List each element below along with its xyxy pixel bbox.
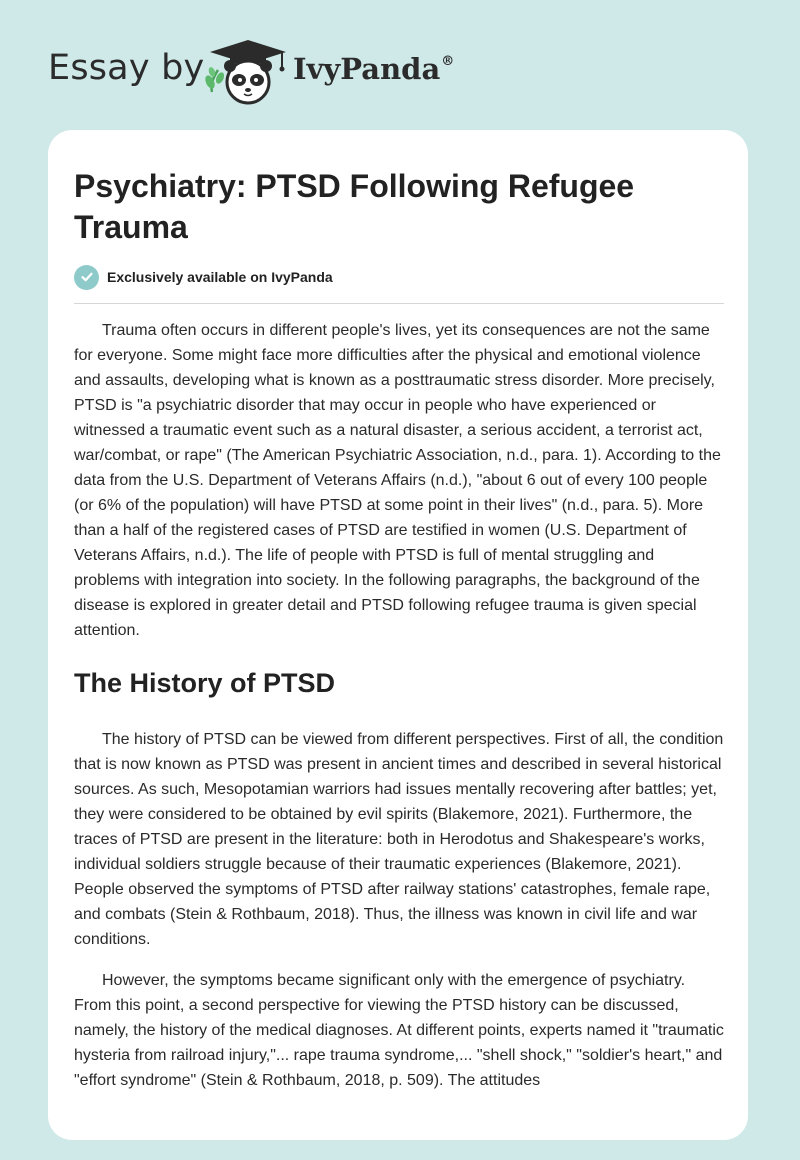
article-title: Psychiatry: PTSD Following Refugee Trauma bbox=[74, 168, 635, 245]
history-paragraph-1: The history of PTSD can be viewed from different perspectives. First of all, the condition that is now known as PTSD was present in ancient times and described in several historical sources. As such, Mesopotamian warriors had issues mentally recovering after battles; yet, they were considered to be obtained by evil spirits (Blakemore, 2021). Furthermore, the traces of PTSD are present in the literature: both in Herodotus and Shakespeare's works, individual soldiers struggle because of their traumatic experiences (Blakemore, 2021). People observed the symptoms of PTSD after railway stations' catastrophes, female rape, and combats (Stein & Rothbaum, 2018). Thus, the illness was known in civil life and war conditions. bbox=[74, 731, 724, 948]
history-paragraph-2: However, the symptoms became significant only with the emergence of psychiatry. From this point, a second perspective for viewing the PTSD history can be discussed, namely, the history of the medical diagnoses. At different points, experts named it "traumatic hysteria from railroad injury,"... rape trauma syndrome,... "shell shock," "soldier's heart," and "effort syndrome" (Stein & Rothbaum, 2018, p. 509). The attitudes bbox=[74, 972, 724, 1089]
check-circle-icon bbox=[74, 265, 99, 290]
site-header bbox=[0, 0, 800, 130]
panda-graduate-logo-icon[interactable] bbox=[200, 36, 296, 108]
brand-text: IvyPanda bbox=[293, 52, 441, 86]
article-card bbox=[48, 130, 748, 1140]
registered-mark: ® bbox=[441, 54, 455, 69]
exclusive-badge bbox=[74, 264, 333, 290]
essay-by-label: Essay by bbox=[48, 48, 205, 88]
section-heading: The History of PTSD bbox=[74, 668, 336, 698]
article-body bbox=[74, 318, 724, 1093]
brand-name[interactable] bbox=[293, 52, 454, 86]
exclusive-badge-label: Exclusively available on IvyPanda bbox=[107, 269, 333, 285]
intro-paragraph: Trauma often occurs in different people's lives, yet its consequences are not the same for everyone. Some might face more difficulties after the physical and emotional violence and assaults, developing what is known as a posttraumatic stress disorder. More precisely, PTSD is "a psychiatric disorder that may occur in people who have experienced or witnessed a traumatic event such as a natural disaster, a serious accident, a terrorist act, war/combat, or rape" (The American Psychiatric Association, n.d., para. 1). According to the data from the U.S. Department of Veterans Affairs (n.d.), "about 6 out of every 100 people (or 6% of the population) will have PTSD at some point in their lives" (n.d., para. 5). More than a half of the registered cases of PTSD are testified in women (U.S. Department of Veterans Affairs, n.d.). The life of people with PTSD is full of mental struggling and problems with integration into society. In the following paragraphs, the background of the disease is explored in greater detail and PTSD following refugee trauma is given special attention. bbox=[74, 322, 721, 639]
divider bbox=[74, 303, 724, 304]
